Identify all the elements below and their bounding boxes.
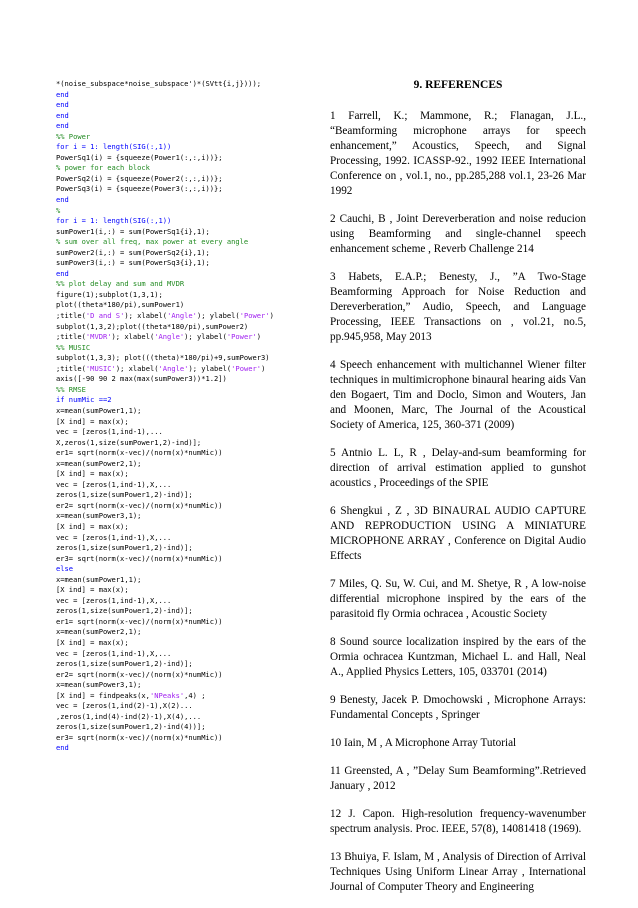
code-line: end bbox=[56, 743, 69, 753]
code-line: x=mean(sumPower2,1); bbox=[56, 458, 142, 468]
code-line: vec = [zeros(1,ind-1),X,... bbox=[56, 595, 172, 605]
code-line: %% RMSE bbox=[56, 384, 86, 394]
code-line: ,zeros(1,ind(4)-ind(2)-1),X(4),... bbox=[56, 711, 202, 721]
code-line: sumPower1(i,:) = sum(PowerSq1{i},1); bbox=[56, 226, 210, 236]
reference-item: 9 Benesty, Jacek P. Dmochowski , Microphone Arrays: Fundamental Concepts , Springer bbox=[330, 694, 586, 721]
code-line: zeros(1,size(sumPower1,2)-ind)]; bbox=[56, 606, 193, 616]
code-line: ;title('MVDR'); xlabel('Angle'); ylabel('Power') bbox=[56, 332, 262, 342]
code-line: er3= sqrt(norm(x-vec)/(norm(x)*numMic)) bbox=[56, 553, 223, 563]
code-line: sumPower2(i,:) = sum(PowerSq2{i},1); bbox=[56, 247, 210, 257]
code-line: X,zeros(1,size(sumPower1,2)-ind)]; bbox=[56, 437, 202, 447]
code-line: PowerSq2(i) = {squeeze(Power2(:,:,i))}; bbox=[56, 173, 223, 183]
code-line: vec = [zeros(1,ind(2)-1),X(2)... bbox=[56, 701, 193, 711]
code-line: end bbox=[56, 110, 69, 120]
reference-item: 11 Greensted, A , ”Delay Sum Beamforming”.Retrieved January , 2012 bbox=[330, 765, 586, 792]
code-line: *(noise_subspace*noise_subspace')*(SVtt{i,j}))); bbox=[56, 79, 261, 88]
code-line: [X ind] = findpeaks(x,'NPeaks',4) ; bbox=[56, 690, 206, 700]
code-line: % power for each block bbox=[56, 163, 150, 173]
reference-item: 10 Iain, M , A Microphone Array Tutorial bbox=[330, 737, 517, 749]
reference-item: 8 Sound source localization inspired by the ears of the Ormia ochracea Kuntzman, Michael L. and Hall, Neal A., Applied Physics Letters, 105, 033701 (2014) bbox=[330, 636, 586, 678]
code-line: PowerSq1(i) = {squeeze(Power1(:,:,i))}; bbox=[56, 152, 223, 162]
code-line: er3= sqrt(norm(x-vec)/(norm(x)*numMic)) bbox=[56, 732, 223, 742]
code-line: er2= sqrt(norm(x-vec)/(norm(x)*numMic)) bbox=[56, 669, 223, 679]
code-line: er1= sqrt(norm(x-vec)/(norm(x)*numMic)) bbox=[56, 616, 223, 626]
code-line: end bbox=[56, 268, 69, 278]
reference-item: 13 Bhuiya, F. Islam, M , Analysis of Direction of Arrival Techniques Using Uniform Linear Array , International Journal of Computer Theory and Engineering bbox=[330, 851, 586, 893]
code-line: end bbox=[56, 100, 69, 110]
code-line: if numMic ==2 bbox=[56, 395, 112, 405]
code-line: PowerSq3(i) = {squeeze(Power3(:,:,i))}; bbox=[56, 184, 223, 194]
code-line: [X ind] = max(x); bbox=[56, 416, 129, 426]
code-line: subplot(1,3,3); plot(((theta)*180/pi)+9,sumPower3) bbox=[56, 353, 270, 363]
code-line: subplot(1,3,2);plot((theta*180/pi),sumPower2) bbox=[56, 321, 249, 331]
code-line: x=mean(sumPower2,1); bbox=[56, 627, 142, 637]
code-line: zeros(1,size(sumPower1,2)-ind(4))]; bbox=[56, 722, 206, 732]
code-line: %% plot delay and sum and MVDR bbox=[56, 279, 185, 289]
code-line: end bbox=[56, 121, 69, 131]
matlab-code-listing bbox=[56, 79, 326, 754]
reference-item: 12 J. Capon. High-resolution frequency-wavenumber spectrum analysis. Proc. IEEE, 57(8), 14081418 (1969). bbox=[330, 808, 586, 835]
reference-item: 3 Habets, E.A.P.; Benesty, J., ”A Two-Stage Beamforming Approach for Noise Reduction and Dereverberation,” Audio, Speech, and Language Processing, IEEE Transactions on , vol.21, no.5, pp.945,958, May 2013 bbox=[330, 271, 586, 343]
code-line: x=mean(sumPower1,1); bbox=[56, 574, 142, 584]
code-line: for i = 1: length(SIG(:,1)) bbox=[56, 142, 172, 152]
code-line: [X ind] = max(x); bbox=[56, 585, 129, 595]
code-line: %% Power bbox=[56, 131, 91, 141]
references-section bbox=[330, 79, 586, 908]
code-line: x=mean(sumPower1,1); bbox=[56, 405, 142, 415]
code-line: for i = 1: length(SIG(:,1)) bbox=[56, 216, 172, 226]
reference-item: 1 Farrell, K.; Mammone, R.; Flanagan, J.L., “Beamforming microphone arrays for speech enhancement,” Acoustics, Speech, and Signal Processing, 1992. ICASSP-92., 1992 IEEE International Conference on , vol.1, no., pp.285,288 vol.1, 23-26 Mar 1992 bbox=[330, 110, 586, 197]
code-line: ;title('D and S'); xlabel('Angle'); ylabel('Power') bbox=[56, 311, 274, 321]
code-line: figure(1);subplot(1,3,1); bbox=[56, 289, 163, 299]
code-line: [X ind] = max(x); bbox=[56, 521, 129, 531]
references-list bbox=[330, 109, 586, 895]
code-line: plot((theta*180/pi),sumPower1) bbox=[56, 300, 185, 310]
references-heading: 9. REFERENCES bbox=[413, 79, 503, 91]
reference-item: 7 Miles, Q. Su, W. Cui, and M. Shetye, R , A low-noise differential microphone inspired by the ears of the parasitoid fly Ormia ochracea , Acoustic Society bbox=[330, 578, 586, 620]
code-line: end bbox=[56, 195, 69, 205]
code-line: % sum over all freq, max power at every angle bbox=[56, 237, 249, 247]
code-line: ;title('MUSIC'); xlabel('Angle'); ylabel('Power') bbox=[56, 363, 266, 373]
code-line: vec = [zeros(1,ind-1),X,... bbox=[56, 648, 172, 658]
code-line: %% MUSIC bbox=[56, 342, 91, 352]
code-line: axis([-90 90 2 max(max(sumPower3))*1.2]) bbox=[56, 374, 227, 384]
code-line: % bbox=[56, 205, 61, 215]
code-line: [X ind] = max(x); bbox=[56, 469, 129, 479]
code-line: sumPower3(i,:) = sum(PowerSq3{i},1); bbox=[56, 258, 210, 268]
code-line: vec = [zeros(1,ind-1),... bbox=[56, 427, 163, 437]
code-line: x=mean(sumPower3,1); bbox=[56, 511, 142, 521]
code-line: x=mean(sumPower3,1); bbox=[56, 680, 142, 690]
code-line: end bbox=[56, 89, 69, 99]
code-line: er2= sqrt(norm(x-vec)/(norm(x)*numMic)) bbox=[56, 500, 223, 510]
code-line: er1= sqrt(norm(x-vec)/(norm(x)*numMic)) bbox=[56, 448, 223, 458]
code-line: vec = [zeros(1,ind-1),X,... bbox=[56, 479, 172, 489]
code-line: vec = [zeros(1,ind-1),X,... bbox=[56, 532, 172, 542]
code-line: [X ind] = max(x); bbox=[56, 637, 129, 647]
code-line: zeros(1,size(sumPower1,2)-ind)]; bbox=[56, 490, 193, 500]
code-line: zeros(1,size(sumPower1,2)-ind)]; bbox=[56, 659, 193, 669]
reference-item: 2 Cauchi, B , Joint Dereverberation and noise reducion using Beamforming and single-channel speech enhancement scheme , Reverb Challenge 214 bbox=[330, 213, 586, 255]
code-line: else bbox=[56, 564, 74, 574]
reference-item: 4 Speech enhancement with multichannel Wiener filter techniques in multimicrophone binaural hearing aids Van den Bogaert, Tim and Doclo, Simon and Wouters, Jan and Moonen, Marc, The Journal of the Acoustical Society of America, 125, 360-371 (2009) bbox=[330, 359, 586, 431]
reference-item: 5 Antnio L. L, R , Delay-and-sum beamforming for direction of arrival estimation applied to gunshot acoustics , Proceedings of the SPIE bbox=[330, 447, 586, 489]
code-line: zeros(1,size(sumPower1,2)-ind)]; bbox=[56, 543, 193, 553]
reference-item: 6 Shengkui , Z , 3D BINAURAL AUDIO CAPTURE AND REPRODUCTION USING A MINIATURE MICROPHONE ARRAY , Conference on Digital Audio Effects bbox=[330, 505, 586, 562]
